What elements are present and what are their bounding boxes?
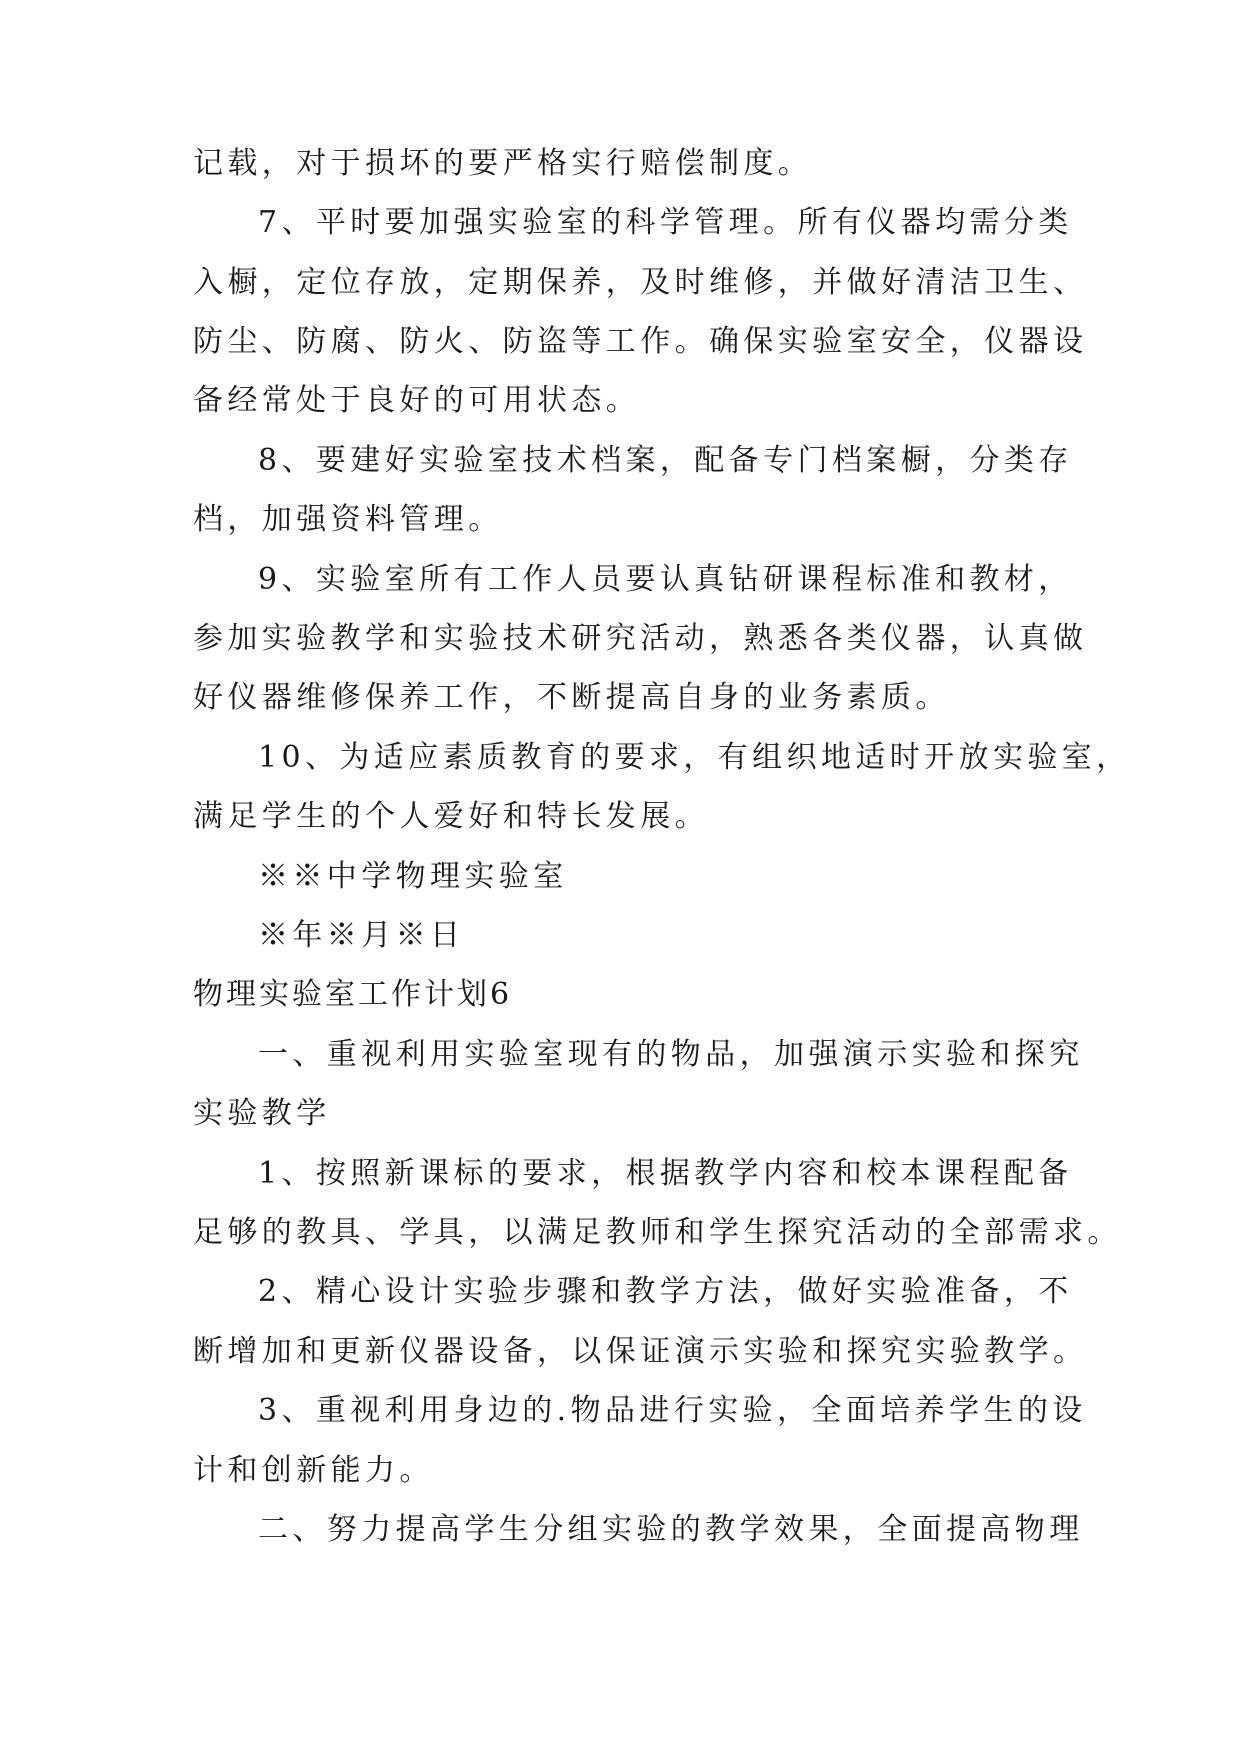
text-line: 一、重视利用实验室现有的物品，加强演示实验和探究 — [258, 1037, 1084, 1072]
text-line: 10、为适应素质教育的要求，有组织地适时开放实验室， — [258, 740, 1131, 775]
text-line: 好仪器维修保养工作，不断提高自身的业务素质。 — [193, 680, 950, 715]
text-line: 9、实验室所有工作人员要认真钻研课程标准和教材， — [258, 562, 1073, 597]
signature-org: ※※中学物理实验室 — [258, 859, 568, 894]
text-line: 计和创新能力。 — [193, 1453, 434, 1488]
text-line: 防尘、防腐、防火、防盗等工作。确保实验室安全，仪器设 — [193, 324, 1088, 359]
text-line: 入橱，定位存放，定期保养，及时维修，并做好清洁卫生、 — [193, 265, 1088, 300]
signature-date: ※年※月※日 — [258, 918, 465, 953]
text-line: 2、精心设计实验步骤和教学方法，做好实验准备，不 — [258, 1274, 1073, 1309]
text-line: 实验教学 — [193, 1096, 331, 1131]
text-line: 备经常处于良好的可用状态。 — [193, 383, 641, 418]
text-line: 参加实验教学和实验技术研究活动，熟悉各类仪器，认真做 — [193, 621, 1088, 656]
text-line: 记载，对于损坏的要严格实行赔偿制度。 — [193, 146, 813, 181]
text-line: 3、重视利用身边的.物品进行实验，全面培养学生的设 — [258, 1393, 1087, 1428]
text-line: 7、平时要加强实验室的科学管理。所有仪器均需分类 — [258, 205, 1073, 240]
text-line: 档，加强资料管理。 — [193, 502, 503, 537]
text-line: 断增加和更新仪器设备，以保证演示实验和探究实验教学。 — [193, 1334, 1088, 1369]
section-title: 物理实验室工作计划6 — [193, 977, 513, 1012]
text-line: 1、按照新课标的要求，根据教学内容和校本课程配备 — [258, 1156, 1073, 1191]
text-line: 8、要建好实验室技术档案，配备专门档案橱，分类存 — [258, 443, 1073, 478]
text-line: 二、努力提高学生分组实验的教学效果，全面提高物理 — [258, 1512, 1084, 1547]
text-line: 满足学生的个人爱好和特长发展。 — [193, 799, 709, 834]
text-line: 足够的教具、学具，以满足教师和学生探究活动的全部需求。 — [193, 1215, 1122, 1250]
